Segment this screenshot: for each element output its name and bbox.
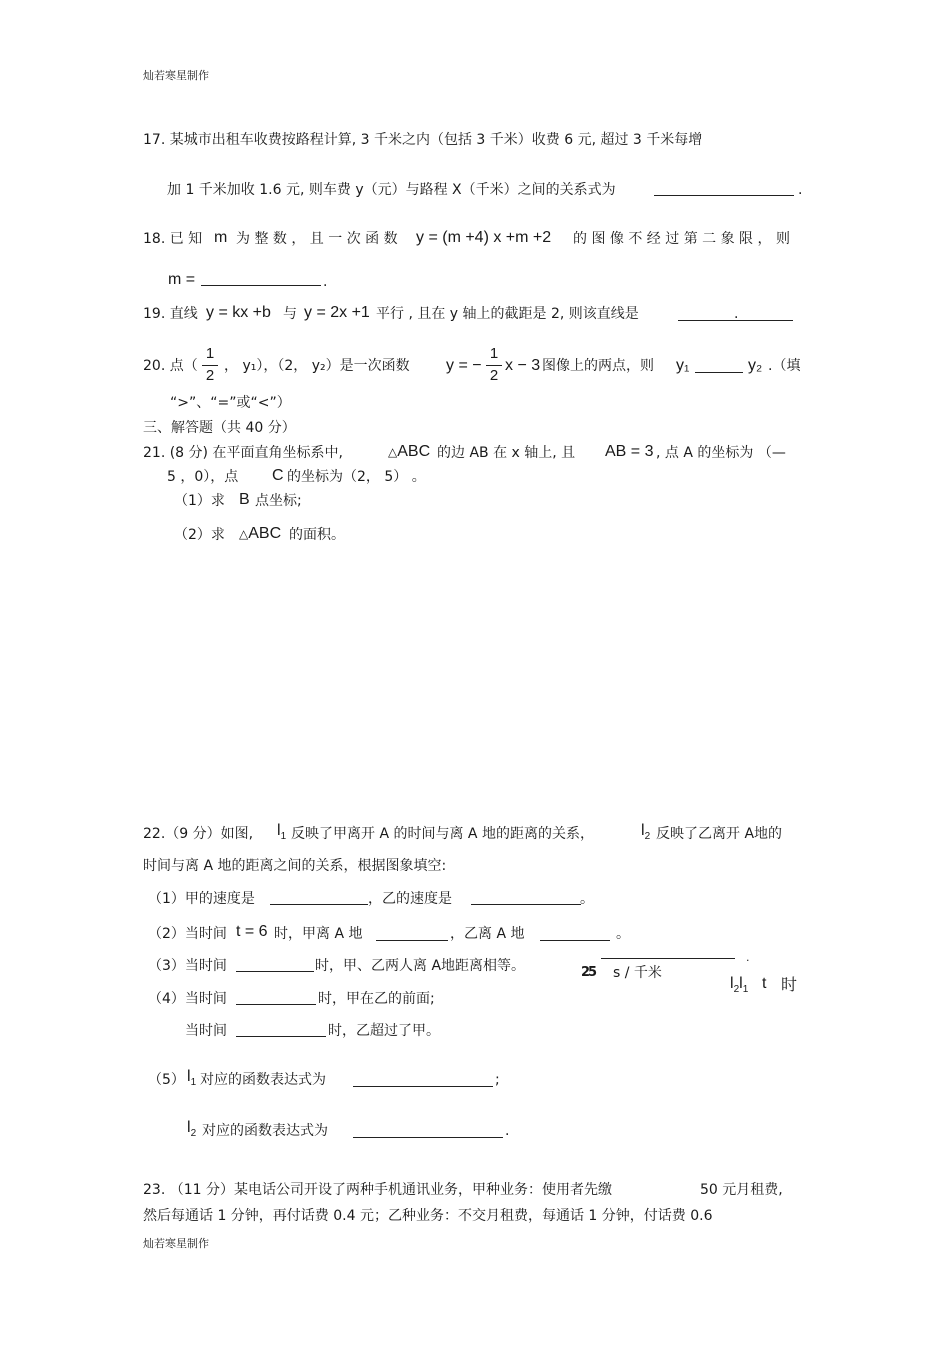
q22-l2: $l_2$	[641, 822, 651, 843]
q17-line2	[167, 181, 616, 199]
q22-line2: 时间与离 A 地的距离之间的关系，根据图象填空:	[143, 858, 447, 874]
q20-y2: y₂	[748, 357, 763, 374]
q18-answer-blank	[201, 271, 321, 291]
header-watermark: 灿若寒星制作	[143, 69, 209, 82]
q22-s4d: 时，乙超过了甲。	[328, 1023, 440, 1039]
q22-s5b: 对应的函数表达式为	[200, 1072, 326, 1088]
q22-s6-blank	[353, 1123, 503, 1143]
q21-sub1b: 点坐标;	[255, 493, 302, 509]
q21-sub1a: （1）求	[174, 493, 225, 509]
q20-answer-blank	[695, 358, 743, 378]
q22-s1-blank2	[471, 890, 581, 910]
q22-line1a: 22.（9 分）如图,	[143, 826, 254, 842]
figure-top-line	[601, 958, 735, 959]
q20-frac2-den: 2	[489, 367, 499, 384]
q21-abc2: △ABC	[239, 525, 282, 542]
q21-line1a: 21. (8 分) 在平面直角坐标系中,	[143, 445, 343, 461]
section3-title: 三、解答题（共 40 分）	[143, 420, 296, 436]
q22-s2c: ，乙离 A 地	[450, 926, 525, 942]
q22-s2-blank2	[540, 926, 610, 946]
q19-expr2: y = 2x +1	[304, 304, 370, 321]
q20-frac2-num: 1	[489, 345, 499, 362]
q18-text: 为 整 数 ， 且 一 次 函 数	[236, 231, 398, 247]
figure-tick: ·	[746, 954, 750, 967]
q22-s5a: （5）	[148, 1072, 185, 1088]
q19-mid1: 与	[283, 306, 297, 322]
q18-period: .	[323, 274, 328, 290]
q22-s3-blank	[236, 957, 314, 977]
figure-axis-label: s / 千米	[613, 965, 662, 981]
q21-sub2b: 的面积。	[289, 527, 345, 543]
q22-l1: $l_1$	[277, 822, 287, 843]
q22-s5c: ;	[495, 1072, 500, 1088]
q20-expr-b: x − 3	[505, 357, 541, 374]
q19-mid2: 平行 , 且在 y 轴上的截距是 2, 则该直线是	[376, 306, 639, 322]
q21-line1b: 的边 AB 在 x 轴上, 且	[437, 445, 576, 461]
q19-prefix: 19. 直线	[143, 306, 198, 322]
q20-frac1-num: 1	[205, 345, 215, 362]
q20-frac1-bar	[202, 365, 218, 366]
q22-line1c: 反映了乙离开 A地的	[656, 826, 783, 842]
figure-l2-label: $l_2l_1$	[730, 975, 749, 996]
triangle-icon: △	[239, 527, 249, 541]
q18-var-m: m	[214, 229, 228, 246]
q20-line2: “>”、“=”或“<”）	[170, 395, 291, 411]
q22-s2a: （2）当时间	[148, 926, 227, 942]
q22-s1b: ，乙的速度是	[368, 891, 452, 907]
q22-s4c: 当时间	[185, 1023, 227, 1039]
q22-s2-blank1	[376, 926, 448, 946]
q22-s2d: 。	[616, 926, 630, 942]
q22-s4-blank1	[236, 990, 316, 1010]
q17-answer-blank	[654, 181, 794, 201]
q23-line1a: 23. （11 分）某电话公司开设了两种手机通讯业务，甲种业务：使用者先缴	[143, 1182, 612, 1198]
q23-line2: 然后每通话 1 分钟，再付话费 0.4 元；乙种业务：不交月租费，每通话 1 分钟，付话费 0.6	[143, 1208, 713, 1224]
q21-ab-expr: AB = 3	[605, 443, 654, 460]
q19-dot: .	[734, 306, 739, 322]
q22-s3b: 时，甲、乙两人离 A地距离相等。	[315, 958, 526, 974]
q22-s4b: 时，甲在乙的前面;	[318, 991, 435, 1007]
q22-s2b: 时，甲离 A 地	[274, 926, 363, 942]
footer-watermark: 灿若寒星制作	[143, 1237, 209, 1250]
q21-line2a: 5 ，0），点	[167, 469, 239, 485]
q21-line2b: 的坐标为（2， 5） 。	[287, 469, 426, 485]
q18-text-end: 的 图 像 不 经 过 第 二 象 限 ， 则	[573, 231, 790, 247]
q22-s1a: （1）甲的速度是	[148, 891, 255, 907]
q20-fill: .（填	[768, 358, 801, 374]
q22-t-expr: t = 6	[236, 923, 268, 940]
q20-text: 图像上的两点，则	[542, 358, 654, 374]
q22-s6b: 对应的函数表达式为	[202, 1123, 328, 1139]
q21-c: C	[272, 467, 284, 484]
q20-frac2-bar	[486, 365, 502, 366]
q22-s6-l2: $l_2$	[187, 1119, 197, 1140]
q20-points: ， y₁），（2， y₂）是一次函数	[224, 358, 410, 374]
q21-abc: △ABC	[388, 443, 431, 460]
q19-expr1: y = kx +b	[206, 304, 271, 321]
q21-line1c: , 点 A 的坐标为 （—	[656, 445, 786, 461]
q22-s5-l1: $l_1$	[187, 1068, 197, 1089]
q17-line2-text: 加 1 千米加收 1.6 元, 则车费 y（元）与路程 X（千米）之间的关系式为	[167, 182, 616, 198]
q22-s3a: （3）当时间	[148, 958, 227, 974]
q22-line1b: 反映了甲离开 A 的时间与离 A 地的距离的关系，	[291, 826, 594, 842]
q20-expr-a: y = −	[446, 357, 482, 374]
q22-s5-blank	[353, 1072, 493, 1092]
q18-expr: y = (m +4) x +m +2	[416, 229, 552, 246]
figure-unit: 时	[781, 975, 798, 994]
q23-line1b: 50 元月租费,	[700, 1182, 783, 1198]
q22-s6c: .	[505, 1123, 510, 1139]
triangle-icon: △	[388, 445, 398, 459]
q17-period: .	[798, 182, 803, 198]
q21-b: B	[239, 491, 250, 508]
q18-prefix: 18. 已 知	[143, 231, 203, 247]
q22-s4a: （4）当时间	[148, 991, 227, 1007]
q17-line1: 17. 某城市出租车收费按路程计算, 3 千米之内（包括 3 千米）收费 6 元, 超过 3 千米每增	[143, 132, 703, 148]
q20-y1: y₁	[676, 357, 690, 374]
figure-t-label: t	[762, 975, 767, 992]
q18-m-label: m =	[168, 271, 196, 288]
q22-s1c: 。	[580, 891, 594, 907]
q22-s1-blank1	[270, 890, 368, 910]
q20-frac1-den: 2	[205, 367, 215, 384]
q20-prefix: 20. 点（	[143, 358, 198, 374]
q21-sub2a: （2）求	[174, 527, 225, 543]
figure-axis-number: 25	[581, 965, 596, 980]
q22-s4-blank2	[236, 1022, 326, 1042]
